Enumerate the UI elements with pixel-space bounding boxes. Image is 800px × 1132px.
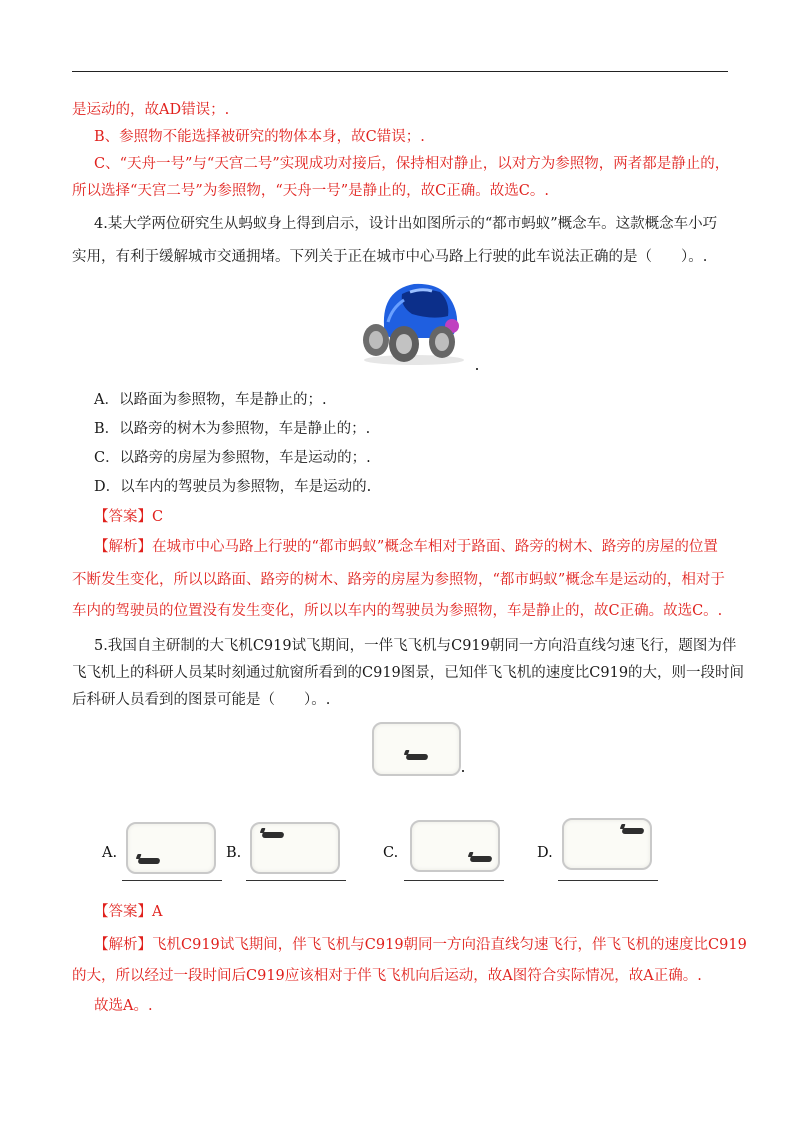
question-5-stem: 飞飞机上的科研人员某时刻通过航窗所看到的C919图景，已知伴飞飞机的速度比C919的大，则一段时间 [72, 665, 745, 681]
option-a-image [126, 822, 216, 874]
question-5-stem: 5.我国自主研制的大飞机C919试飞期间，一伴飞飞机与C919朝同一方向沿直线匀速飞行，题图为伴 [94, 638, 737, 654]
text-line: B、参照物不能选择被研究的物体本身，故C错误；. [94, 129, 425, 145]
answer-label: 【答案】A [94, 904, 163, 920]
option-d-label: D. [537, 845, 553, 861]
option-underline [122, 880, 222, 881]
option-b-text: B．以路旁的树木为参照物，车是静止的；. [94, 421, 371, 437]
airplane-icon [469, 856, 493, 862]
text-line: 是运动的，故AD错误；. [72, 102, 230, 118]
concept-car-image [352, 278, 477, 368]
option-c-text: C．以路旁的房屋为参照物，车是运动的；. [94, 450, 371, 466]
option-a-text: A．以路面为参照物，车是静止的；. [94, 392, 327, 408]
airplane-icon [621, 828, 645, 834]
option-d-text: D．以车内的驾驶员为参照物，车是运动的. [94, 479, 372, 495]
dot-mark [462, 770, 464, 772]
dot-mark [476, 368, 478, 370]
question-4-stem: 4.某大学两位研究生从蚂蚁身上得到启示，设计出如图所示的“都市蚂蚁”概念车。这款概念车小巧 [94, 216, 718, 232]
option-a-label: A. [102, 845, 118, 861]
question-4-stem: 实用，有利于缓解城市交通拥堵。下列关于正在城市中心马路上行驶的此车说法正确的是（ ）。. [72, 249, 708, 265]
analysis-text: 车内的驾驶员的位置没有发生变化，所以以车内的驾驶员为参照物，车是静止的，故C正确。故选C。. [72, 603, 723, 619]
analysis-text: 的大，所以经过一段时间后C919应该相对于伴飞飞机向后运动，故A图符合实际情况，故A正确。. [72, 968, 702, 984]
airplane-icon [261, 832, 285, 838]
option-d-image [562, 818, 652, 870]
option-b-image [250, 822, 340, 874]
option-b-label: B. [226, 845, 242, 861]
analysis-text: 不断发生变化，所以以路面、路旁的树木、路旁的房屋为参照物，“都市蚂蚁”概念车是运动的，相对于 [72, 572, 725, 588]
option-underline [558, 880, 658, 881]
analysis-text: 【解析】在城市中心马路上行驶的“都市蚂蚁”概念车相对于路面、路旁的树木、路旁的房屋的位置 [94, 539, 718, 555]
airplane-icon [405, 754, 429, 760]
airplane-icon [137, 858, 161, 864]
option-underline [404, 880, 504, 881]
analysis-text: 故选A。. [94, 998, 153, 1014]
option-c-label: C. [383, 845, 399, 861]
answer-label: 【答案】C [94, 509, 164, 525]
analysis-text: 【解析】飞机C919试飞期间，伴飞飞机与C919朝同一方向沿直线匀速飞行，伴飞飞机的速度比C919 [94, 937, 747, 953]
question-5-stem: 后科研人员看到的图景可能是（ ）。. [72, 692, 331, 708]
reference-window-image [372, 722, 461, 776]
option-c-image [410, 820, 500, 872]
text-line: 所以选择“天宫二号”为参照物，“天舟一号”是静止的，故C正确。故选C。. [72, 183, 549, 199]
text-line: C、“天舟一号”与“天宫二号”实现成功对接后，保持相对静止，以对方为参照物，两者都是静止的， [94, 156, 730, 172]
header-rule [72, 71, 728, 72]
option-underline [246, 880, 346, 881]
